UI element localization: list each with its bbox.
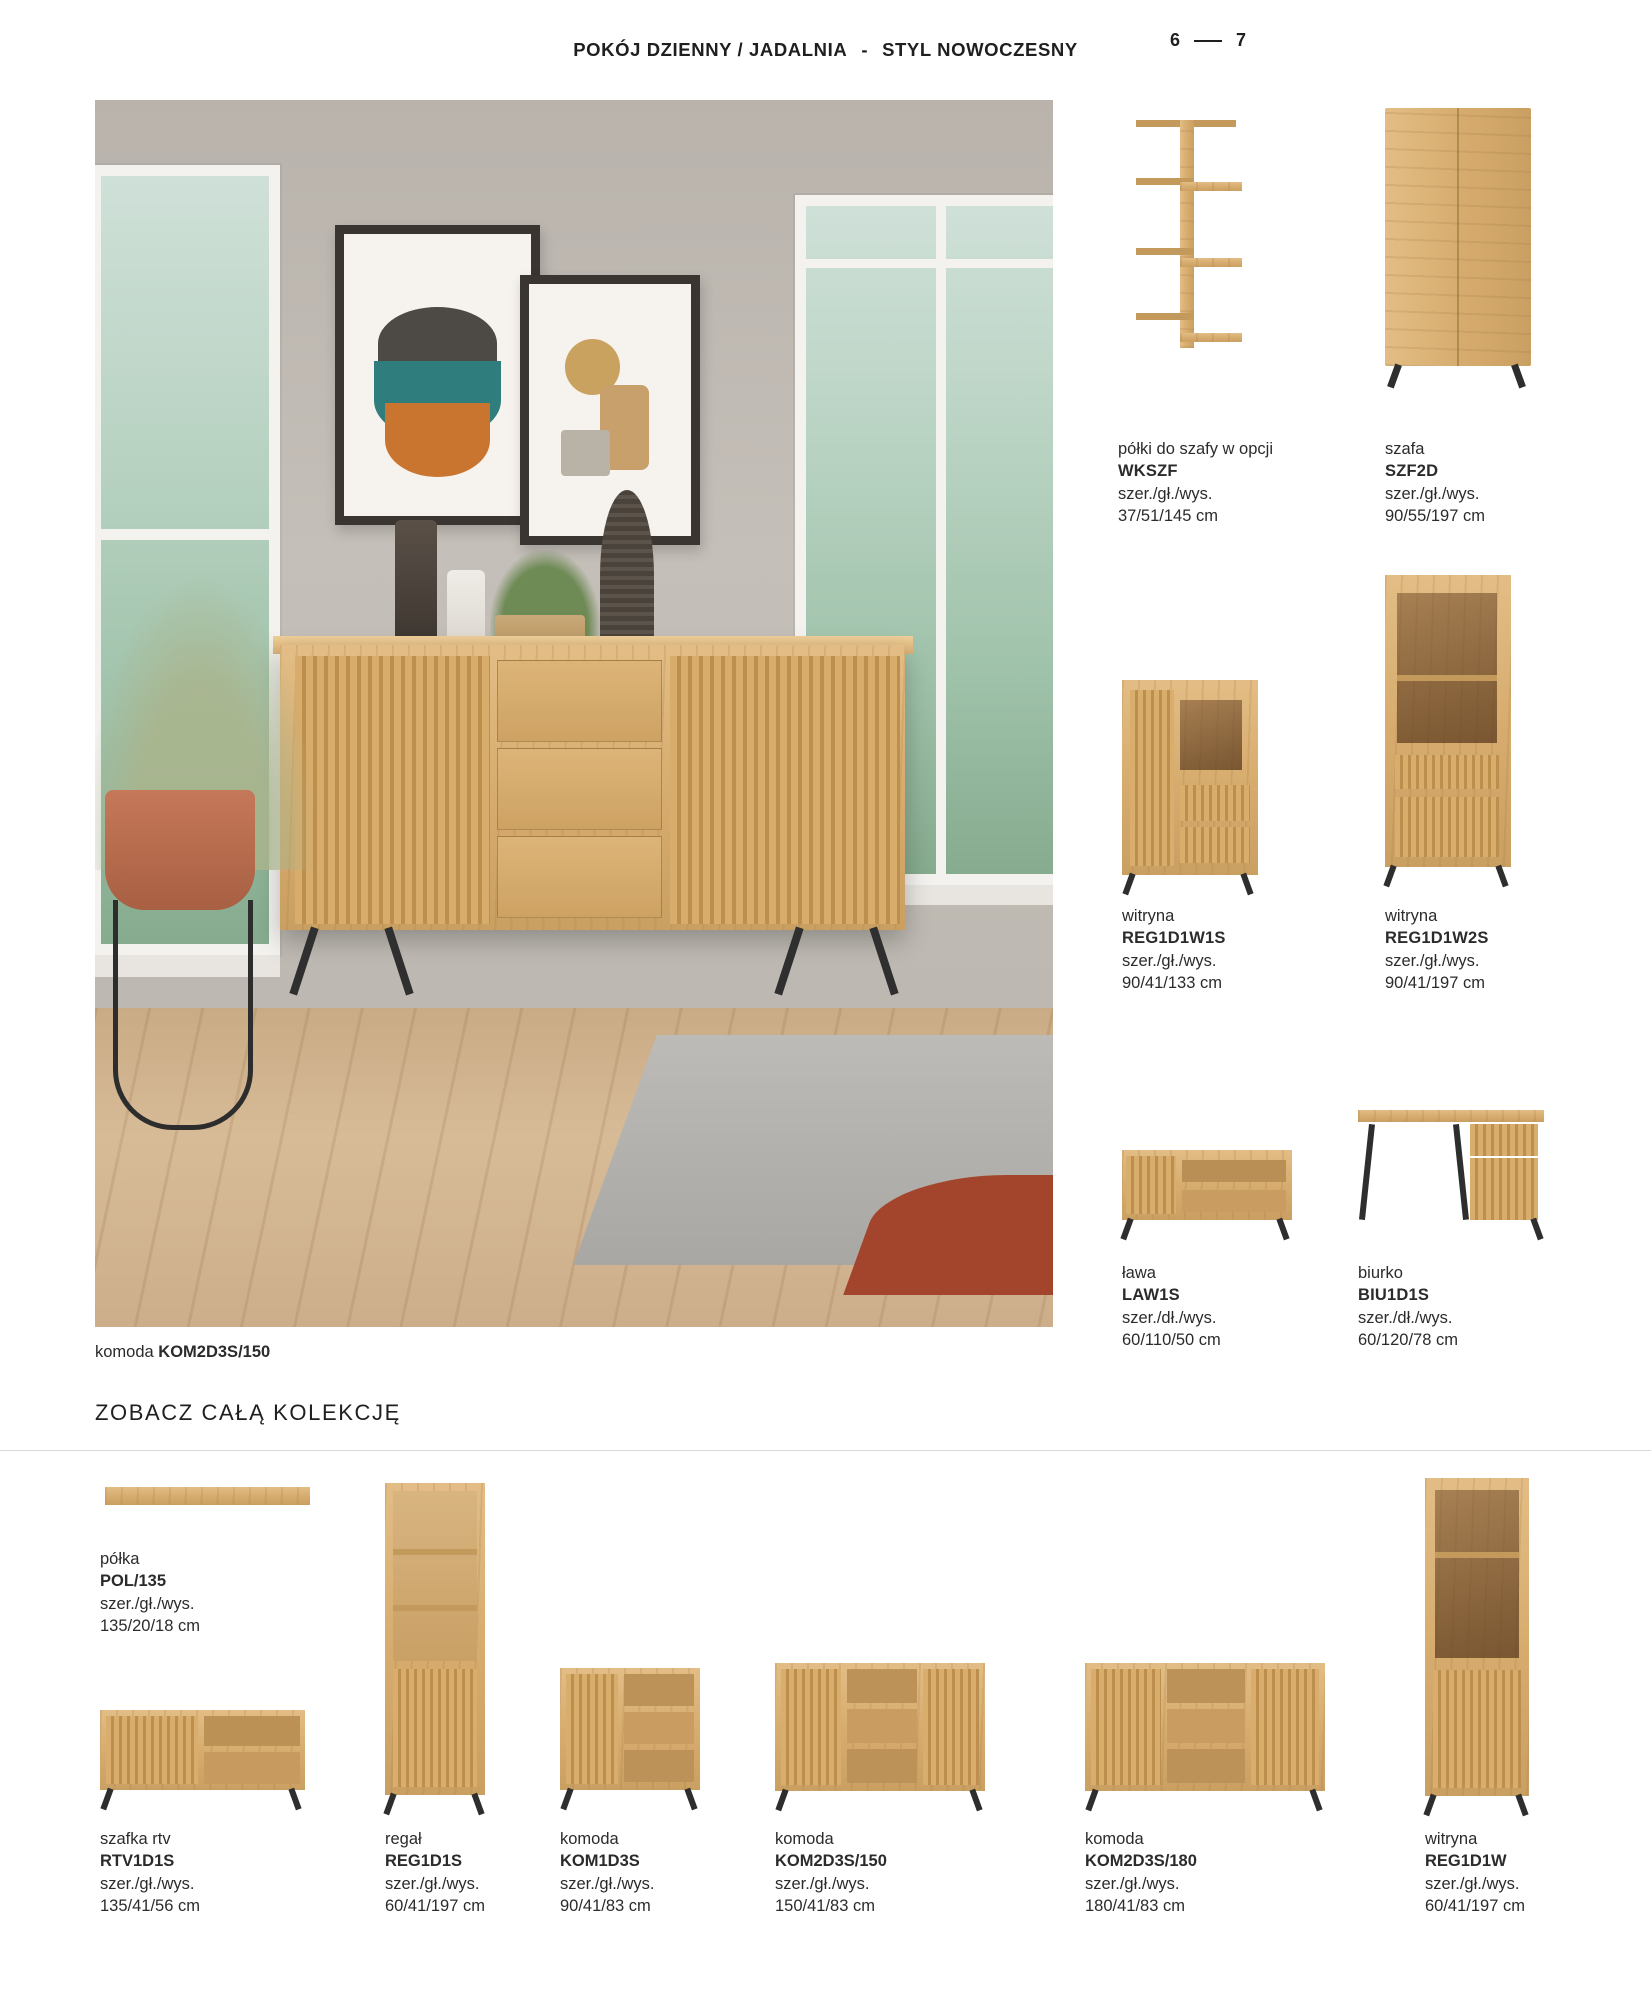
header-separator: - xyxy=(861,39,869,60)
product-image-law1s xyxy=(1122,1130,1302,1250)
product-image-reg1d1w1s xyxy=(1122,665,1272,895)
product-dim-label: szer./gł./wys. xyxy=(1385,951,1480,970)
wall-art-small xyxy=(520,275,700,545)
product-code: SZF2D xyxy=(1385,462,1439,481)
sideboard-drawer-3 xyxy=(497,836,662,918)
product-image-rtv1d1s xyxy=(100,1700,320,1810)
product-name: regał xyxy=(385,1830,422,1848)
product-caption-wkszf xyxy=(1118,438,1358,527)
product-caption-kom2d3s-180 xyxy=(1085,1828,1325,1917)
product-dim-label: szer./gł./wys. xyxy=(1122,951,1217,970)
page-number-right: 7 xyxy=(1235,30,1246,50)
product-code: WKSZF xyxy=(1118,462,1178,481)
product-image-wkszf xyxy=(1118,108,1268,348)
product-image-kom1d3s xyxy=(560,1660,720,1810)
product-name: półka xyxy=(100,1550,140,1568)
product-name: ława xyxy=(1122,1264,1156,1282)
product-code: KOM1D3S xyxy=(560,1852,640,1871)
product-name: szafa xyxy=(1385,440,1425,458)
product-code: KOM2D3S/180 xyxy=(1085,1852,1197,1871)
hero-caption xyxy=(95,1343,270,1362)
page-number-divider xyxy=(1194,40,1222,42)
hero-caption-name: komoda xyxy=(95,1343,159,1361)
product-dims: 37/51/145 cm xyxy=(1118,506,1218,525)
product-dims: 60/41/197 cm xyxy=(385,1896,485,1915)
sideboard-left-door xyxy=(295,656,490,924)
product-dims: 90/41/83 cm xyxy=(560,1896,651,1915)
product-caption-rtv1d1s xyxy=(100,1828,330,1917)
product-code: KOM2D3S/150 xyxy=(775,1852,887,1871)
product-image-pol135 xyxy=(105,1487,315,1513)
product-dims: 60/120/78 cm xyxy=(1358,1330,1458,1349)
product-name: szafka rtv xyxy=(100,1830,171,1848)
sideboard-drawer-2 xyxy=(497,748,662,830)
product-dim-label: szer./dł./wys. xyxy=(1122,1308,1217,1327)
product-code: REG1D1W1S xyxy=(1122,929,1226,948)
product-code: REG1D1W2S xyxy=(1385,929,1489,948)
product-image-kom2d3s-150 xyxy=(775,1655,1005,1810)
product-code: BIU1D1S xyxy=(1358,1286,1430,1305)
floor-planter xyxy=(105,790,255,910)
product-code: REG1D1W xyxy=(1425,1852,1507,1871)
product-dims: 90/41/133 cm xyxy=(1122,973,1222,992)
product-name: biurko xyxy=(1358,1264,1403,1282)
page-number-left: 6 xyxy=(1169,30,1180,50)
product-name: komoda xyxy=(560,1830,619,1848)
page-numbers xyxy=(1170,30,1246,51)
product-name: witryna xyxy=(1425,1830,1478,1848)
product-name: witryna xyxy=(1385,907,1438,925)
product-code: POL/135 xyxy=(100,1572,167,1591)
product-dims: 90/55/197 cm xyxy=(1385,506,1485,525)
product-dims: 60/41/197 cm xyxy=(1425,1896,1525,1915)
product-dims: 135/20/18 cm xyxy=(100,1616,200,1635)
product-caption-kom1d3s xyxy=(560,1828,790,1917)
product-dim-label: szer./gł./wys. xyxy=(775,1874,870,1893)
product-caption-kom2d3s-150 xyxy=(775,1828,1015,1917)
product-image-kom2d3s-180 xyxy=(1085,1655,1345,1810)
product-caption-szf2d xyxy=(1385,438,1625,527)
header-category-left: POKÓJ DZIENNY / JADALNIA xyxy=(573,39,848,60)
hero-room-photo xyxy=(95,100,1053,1327)
header-category-right: STYL NOWOCZESNY xyxy=(882,39,1078,60)
product-dim-label: szer./dł./wys. xyxy=(1358,1308,1453,1327)
product-dim-label: szer./gł./wys. xyxy=(1085,1874,1180,1893)
product-caption-reg1d1w xyxy=(1425,1828,1645,1917)
product-dims: 90/41/197 cm xyxy=(1385,973,1485,992)
product-code: RTV1D1S xyxy=(100,1852,175,1871)
product-name: komoda xyxy=(775,1830,834,1848)
hero-caption-code: KOM2D3S/150 xyxy=(158,1343,271,1361)
product-code: LAW1S xyxy=(1122,1286,1180,1305)
section-title: ZOBACZ CAŁĄ KOLEKCJĘ xyxy=(95,1400,401,1425)
product-caption-biu1d1s xyxy=(1358,1262,1598,1351)
product-name: witryna xyxy=(1122,907,1175,925)
product-dim-label: szer./gł./wys. xyxy=(385,1874,480,1893)
page-header xyxy=(0,30,1651,70)
product-image-biu1d1s xyxy=(1358,1100,1558,1250)
product-dim-label: szer./gł./wys. xyxy=(1385,484,1480,503)
sideboard-drawer-1 xyxy=(497,660,662,742)
product-dim-label: szer./gł./wys. xyxy=(1118,484,1213,503)
product-dim-label: szer./gł./wys. xyxy=(100,1874,195,1893)
product-dims: 135/41/56 cm xyxy=(100,1896,200,1915)
product-image-reg1d1w2s xyxy=(1385,575,1535,885)
product-image-reg1d1s xyxy=(385,1483,505,1813)
product-name: komoda xyxy=(1085,1830,1144,1848)
section-divider xyxy=(0,1450,1651,1451)
product-caption-law1s xyxy=(1122,1262,1362,1351)
product-dim-label: szer./gł./wys. xyxy=(1425,1874,1520,1893)
product-dim-label: szer./gł./wys. xyxy=(560,1874,655,1893)
product-dims: 60/110/50 cm xyxy=(1122,1330,1221,1349)
planter-stand xyxy=(113,900,253,1130)
product-dims: 150/41/83 cm xyxy=(775,1896,875,1915)
product-dim-label: szer./gł./wys. xyxy=(100,1594,195,1613)
product-caption-reg1d1w2s xyxy=(1385,905,1625,994)
product-name: półki do szafy w opcji xyxy=(1118,440,1273,458)
product-image-szf2d xyxy=(1385,108,1545,388)
product-image-reg1d1w xyxy=(1425,1478,1555,1818)
product-caption-pol135 xyxy=(100,1548,330,1637)
wall-art-large xyxy=(335,225,540,525)
sideboard-right-door xyxy=(670,656,900,924)
product-dims: 180/41/83 cm xyxy=(1085,1896,1185,1915)
product-code: REG1D1S xyxy=(385,1852,463,1871)
product-caption-reg1d1w1s xyxy=(1122,905,1362,994)
